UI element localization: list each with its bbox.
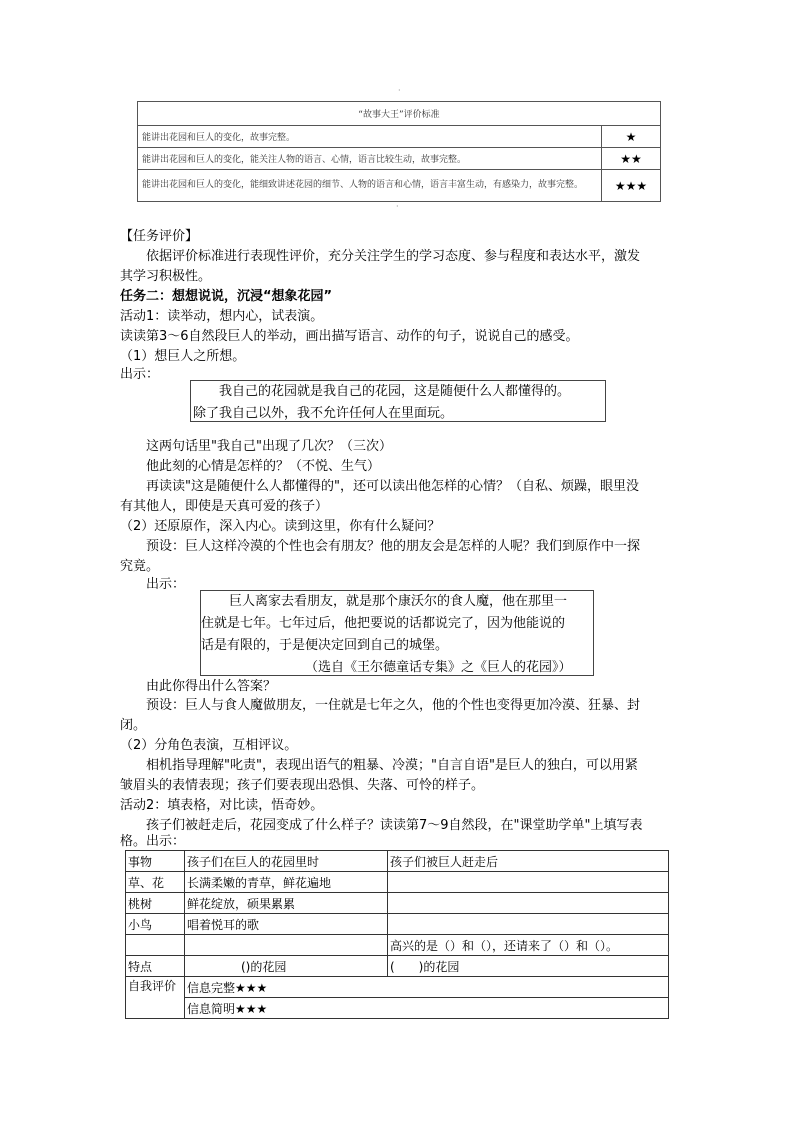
fill-row-3-after[interactable] bbox=[388, 914, 669, 935]
preset1-line-2: 究竟。 bbox=[120, 559, 160, 574]
criteria-row-1-text: 能讲出花园和巨人的变化，故事完整。 bbox=[138, 126, 602, 148]
point3: （2）分角色表演，互相评议。 bbox=[120, 738, 298, 753]
fill-row-4-before bbox=[185, 935, 388, 956]
bottom-dot: · bbox=[396, 202, 399, 211]
quote2-line-2: 住就是七年。七年过后，他把要说的话都说完了，因为他能说的 bbox=[201, 616, 566, 631]
fill-row-1-before: 长满柔嫩的青草，鲜花遍地 bbox=[185, 872, 388, 893]
quote1-line-2: 除了我自己以外，我不允许任何人在里面玩。 bbox=[193, 406, 454, 421]
fill-row-3-item: 小鸟 bbox=[126, 914, 185, 935]
question-1: 这两句话里"我自己"出现了几次？（三次） bbox=[146, 439, 392, 454]
task2-title: 任务二：想想说说，沉浸“想象花园” bbox=[120, 289, 333, 304]
criteria-row-2-text: 能讲出花园和巨人的变化，能关注人物的语言、心情，语言比较生动，故事完整。 bbox=[138, 148, 602, 170]
criteria-row-1-stars: ★ bbox=[602, 126, 661, 148]
criteria-table bbox=[137, 101, 661, 202]
point1: （1）想巨人之所想。 bbox=[120, 349, 246, 364]
criteria-row-3-stars: ★★★ bbox=[602, 170, 661, 202]
quote-box-1 bbox=[190, 380, 606, 422]
fill-table bbox=[125, 850, 669, 1019]
activity1: 活动1：读举动，想内心，试表演。 bbox=[120, 309, 324, 324]
question-3-line-2: 有其他人，即使是天真可爱的孩子） bbox=[120, 499, 329, 514]
quote-box-2 bbox=[200, 590, 594, 676]
top-dot: · bbox=[398, 86, 401, 95]
preset1-line-1: 预设：巨人这样冷漠的个性也会有朋友？他的朋友会是怎样的人呢？我们到原作中一探 bbox=[146, 539, 641, 554]
eval-para-line-2: 其学习积极性。 bbox=[120, 269, 212, 284]
criteria-row-3-text: 能讲出花园和巨人的变化，能细致讲述花园的细节、人物的语言和心情，语言丰富生动，有感染力，故事完整。 bbox=[138, 170, 602, 202]
fill-row-2-before: 鲜花绽放，硕果累累 bbox=[185, 893, 388, 914]
guide-line-1: 相机指导理解"叱责"，表现出语气的粗暴、冷漠；"自言自语"是巨人的独白，可以用紧 bbox=[146, 758, 638, 773]
act2-para-line-2: 格。出示： bbox=[120, 834, 186, 849]
trait-after-cell[interactable] bbox=[388, 956, 669, 977]
self-eval-1: 信息完整★★★ bbox=[185, 977, 669, 998]
self-eval-2: 信息简明★★★ bbox=[185, 998, 669, 1019]
fill-row-1-item: 草、花 bbox=[126, 872, 185, 893]
criteria-row-2-stars: ★★ bbox=[602, 148, 661, 170]
show2-label: 出示： bbox=[146, 577, 186, 592]
quote2-line-1: 巨人离家去看朋友，就是那个康沃尔的食人魔，他在那里一 bbox=[229, 594, 568, 609]
preset2-line-2: 闭。 bbox=[120, 718, 147, 733]
show1-label: 出示： bbox=[120, 367, 160, 382]
act2-para-line-1: 孩子们被赶走后，花园变成了什么样子？读读第7～9自然段，在"课堂助学单"上填写表 bbox=[146, 818, 643, 833]
preset2-line-1: 预设：巨人与食人魔做朋友，一住就是七年之久，他的个性也变得更加冷漠、狂暴、封 bbox=[146, 698, 641, 713]
fill-row-4-after: 高兴的是（）和（），还请来了（）和（）。 bbox=[388, 935, 669, 956]
fill-header-before: 孩子们在巨人的花园里时 bbox=[185, 851, 388, 872]
self-eval-label: 自我评价 bbox=[126, 977, 185, 1019]
point2: （2）还原原作，深入内心。读到这里，你有什么疑问？ bbox=[120, 519, 441, 534]
quote1-line-1: 我自己的花园就是我自己的花园，这是随便什么人都懂得的。 bbox=[219, 384, 571, 399]
fill-row-4-item bbox=[126, 935, 185, 956]
trait-after-text: 的花园 bbox=[423, 959, 460, 974]
fill-header-item: 事物 bbox=[126, 851, 185, 872]
trait-before[interactable]: ()的花园 bbox=[185, 956, 388, 977]
section-heading: 【任务评价】 bbox=[120, 229, 199, 244]
fill-row-2-after[interactable] bbox=[388, 893, 669, 914]
activity2: 活动2：填表格，对比读，悟奇妙。 bbox=[120, 798, 324, 813]
quote2-source: （选自《王尔德童话专集》之《巨人的花园》） bbox=[305, 660, 572, 675]
fill-row-3-before: 唱着悦耳的歌 bbox=[185, 914, 388, 935]
fill-row-1-after[interactable] bbox=[388, 872, 669, 893]
guide-line-2: 皱眉头的表情表现；孩子们要表现出恐惧、失落、可怜的样子。 bbox=[120, 778, 485, 793]
read-line: 读读第3～6自然段巨人的举动，画出描写语言、动作的句子，说说自己的感受。 bbox=[120, 329, 579, 344]
trait-label: 特点 bbox=[126, 956, 185, 977]
quote2-line-3: 话是有限的，于是便决定回到自己的城堡。 bbox=[201, 638, 449, 653]
question-3-line-1: 再读读"这是随便什么人都懂得的"，还可以读出他怎样的心情？（自私、烦躁，眼里没 bbox=[146, 479, 639, 494]
question-4: 由此你得出什么答案？ bbox=[146, 679, 277, 694]
question-2: 他此刻的心情是怎样的？（不悦、生气） bbox=[146, 459, 381, 474]
eval-para-line-1: 依据评价标准进行表现性评价，充分关注学生的学习态度、参与程度和表达水平，激发 bbox=[146, 249, 641, 264]
fill-header-after: 孩子们被巨人赶走后 bbox=[388, 851, 669, 872]
trait-after-paren: ( ) bbox=[390, 959, 424, 974]
criteria-title: “故事大王”评价标准 bbox=[138, 102, 661, 126]
fill-row-2-item: 桃树 bbox=[126, 893, 185, 914]
